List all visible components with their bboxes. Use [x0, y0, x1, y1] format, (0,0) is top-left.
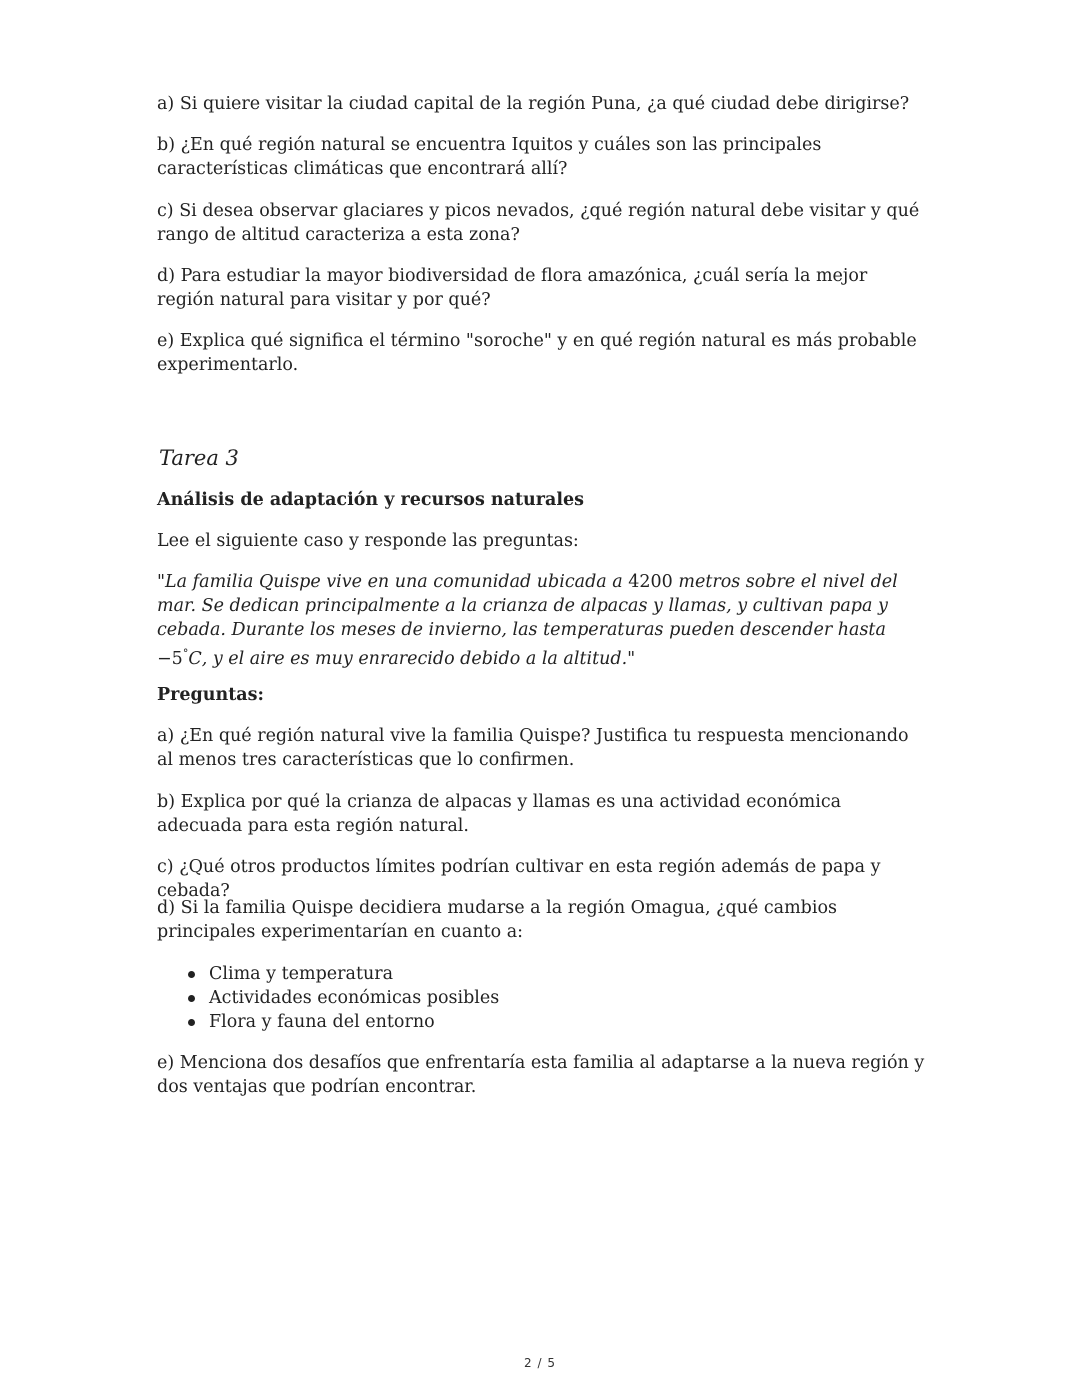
bullet-icon [188, 995, 195, 1002]
question-d: d) Si la familia Quispe decidiera mudarse a la región Omagua, ¿qué cambios principales experimentarían en cuanto a: [157, 898, 837, 942]
bullet-icon [188, 971, 195, 978]
case-text-part1: "La familia Quispe vive en una comunidad ubicada a [157, 572, 629, 592]
question-top-d: d) Para estudiar la mayor biodiversidad de flora amazónica, ¿cuál sería la mejor región natural para visitar y por qué? [157, 266, 868, 310]
list-item [157, 1010, 927, 1034]
case-quote [157, 570, 927, 671]
list-item-text: Clima y temperatura [209, 964, 394, 984]
task-subtitle: Análisis de adaptación y recursos naturales [157, 490, 584, 510]
question-d-list [157, 962, 927, 1034]
list-item [157, 962, 927, 986]
task-title: Tarea 3 [159, 446, 239, 470]
question-b: b) Explica por qué la crianza de alpacas y llamas es una actividad económica adecuada para esta región natural. [157, 792, 842, 836]
case-altitude: 4200 [628, 572, 673, 592]
case-text-part3: , y el aire es muy enrarecido debido a la altitud." [201, 648, 636, 669]
question-top-a: a) Si quiere visitar la ciudad capital de la región Puna, ¿a qué ciudad debe dirigirse? [157, 94, 910, 114]
case-unit: C [188, 648, 202, 669]
question-top-b: b) ¿En qué región natural se encuentra Iquitos y cuáles son las principales características climáticas que encontrará allí? [157, 135, 822, 179]
list-item-text: Actividades económicas posibles [209, 988, 500, 1008]
case-temperature: −5 [157, 648, 183, 669]
question-top-c: c) Si desea observar glaciares y picos nevados, ¿qué región natural debe visitar y qué rango de altitud caracteriza a esta zona? [157, 201, 920, 245]
question-c: c) ¿Qué otros productos límites podrían cultivar en esta región además de papa y cebada? [157, 857, 881, 901]
task-instruction: Lee el siguiente caso y responde las preguntas: [157, 531, 579, 551]
question-top-e: e) Explica qué significa el término "soroche" y en qué región natural es más probable experimentarlo. [157, 331, 917, 375]
question-e: e) Menciona dos desafíos que enfrentaría esta familia al adaptarse a la nueva región y dos ventajas que podrían encontrar. [157, 1053, 925, 1097]
questions-label: Preguntas: [157, 685, 264, 705]
list-item [157, 986, 927, 1010]
question-a: a) ¿En qué región natural vive la familia Quispe? Justifica tu respuesta mencionando al menos tres características que lo confirmen. [157, 726, 909, 770]
case-text-part2: metros sobre el nivel del mar. Se dedican principalmente a la crianza de alpacas y llamas, y cultivan papa y cebada. Durante los meses de invierno, las temperaturas pueden descender hasta [157, 572, 898, 640]
case-degree: ° [182, 647, 189, 660]
list-item-text: Flora y fauna del entorno [209, 1012, 435, 1032]
bullet-icon [188, 1019, 195, 1026]
page-indicator: 2 / 5 [524, 1356, 556, 1370]
